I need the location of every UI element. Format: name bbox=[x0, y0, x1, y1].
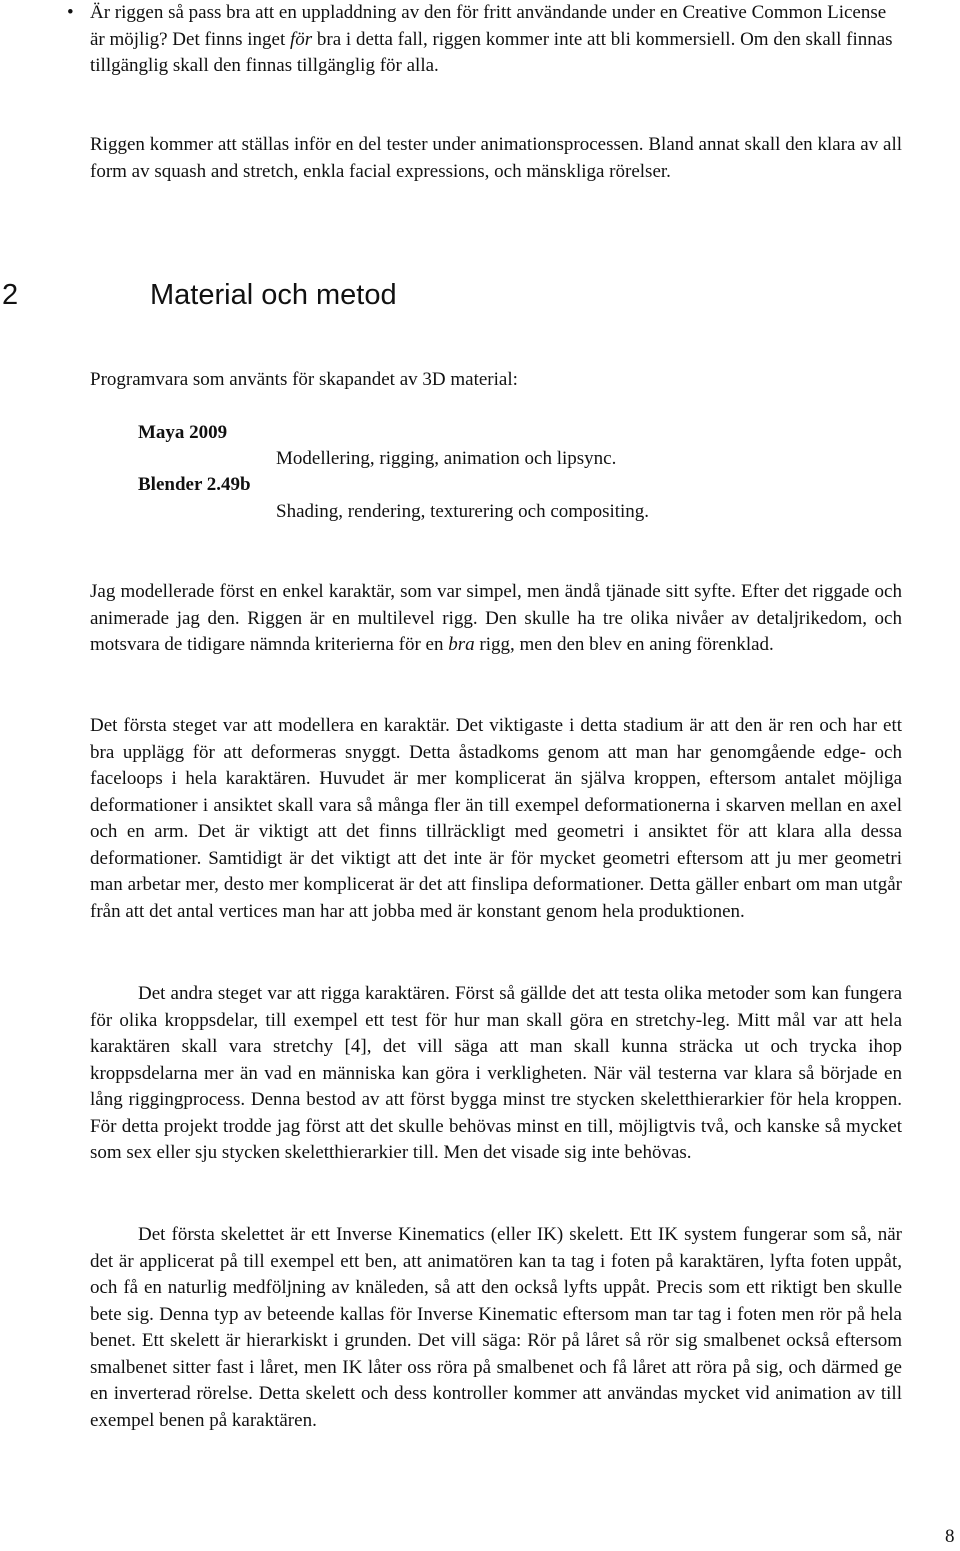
modelling-text-before: Jag modellerade först en enkel karaktär, som var simpel, men ändå tjänade sitt syfte. Efter det riggade och animerade jag den. Riggen är en multilevel rigg. Den skulle ha tre olika nivåer av detaljrikedom, och motsvara de tidigare nämnda kriterierna för en bbox=[90, 581, 902, 655]
software-intro: Programvara som använts för skapandet av 3D material: bbox=[90, 369, 518, 390]
software-name: Blender 2.49b bbox=[138, 474, 251, 495]
modelling-emphasis: bra bbox=[448, 634, 475, 655]
intro-paragraph: Riggen kommer att ställas inför en del tester under animationsprocessen. Bland annat skall den klara av all form av squash and stretch, enkla facial expressions, och mänskliga rörelser. bbox=[90, 134, 902, 182]
bullet-emphasis: för bbox=[289, 28, 313, 50]
software-description: Modellering, rigging, animation och lipsync. bbox=[276, 448, 617, 469]
body-paragraph-ik-skeleton: Det första skelettet är ett Inverse Kinematics (eller IK) skelett. Ett IK system fungerar som så, när det är applicerat på till exempel ett ben, att animatören kan ta tag i foten på karaktären, lyfta foten uppåt, och få en naturlig medföljning av knäleden, så att den också lyfts uppåt. Precis som ett riktigt ben skulle bete sig. Denna typ av beteende kallas för Inverse Kinematic eftersom man tar tag i foten men rör på hela benet. Ett skelett är hierarkiskt i grunden. Det vill säga: Rör på låret så rör sig smalbenet också eftersom smalbenet sitter fast i låret, men IK låter oss röra på smalbenet och få låret att röra på sig, och därmed ge en inverterad rörelse. Detta skelett och dess kontroller kommer att användas mycket vid animation av till exempel benen på karaktären. bbox=[90, 1224, 902, 1431]
bullet-text-before: Är riggen så pass bra att en uppladdning av den för fritt användande under en Creative Common License är möjlig? Det finns inget bbox=[90, 2, 887, 50]
bullet-item bbox=[67, 0, 902, 80]
bullet-text-after: bra i detta fall, riggen kommer inte att bli kommersiell. Om den skall finnas tillgänglig skall den finnas tillgänglig för alla. bbox=[90, 28, 893, 76]
section-number: 2 bbox=[2, 279, 19, 311]
section-title: Material och metod bbox=[150, 279, 397, 311]
software-name: Maya 2009 bbox=[138, 422, 228, 443]
software-description: Shading, rendering, texturering och compositing. bbox=[276, 501, 650, 522]
bullet-dot-icon: • bbox=[67, 2, 74, 23]
body-paragraph-modelling-step: Det första steget var att modellera en karaktär. Det viktigaste i detta stadium är att den är ren och har ett bra upplägg för att deformeras snyggt. Detta åstadkoms genom att man har genomgående edge- och faceloops i hela karaktären. Huvudet är mer komplicerat än själva kroppen, eftersom antalet möjliga deformationer i ansiktet skall vara så många fler än till exempel deformationerna i skarven mellan en axel och en arm. Det är viktigt att det finns tillräckligt med geometri i ansiktet för att klara alla dessa deformationer. Samtidigt är det viktigt att det inte är för mycket geometri eftersom att ju mer geometri man arbetar mer, desto mer komplicerat är det att finslipa deformationer. Detta gäller enbart om man utgår från att det antal vertices man har att jobba med är konstant genom hela produktionen. bbox=[90, 715, 902, 922]
criteria-bullet-list bbox=[67, 0, 902, 80]
modelling-paragraph bbox=[90, 579, 902, 659]
modelling-text-after: rigg, men den blev en aning förenklad. bbox=[474, 634, 774, 655]
page-number: 8 bbox=[945, 1526, 955, 1547]
body-paragraph-rigging-step: Det andra steget var att rigga karaktären. Först så gällde det att testa olika metoder som kan fungera för olika kroppsdelar, till exempel ett test för hur man skall göra en stretchy-leg. Mitt mål var att hela karaktären skall vara stretchy [4], det vill säga att man skall kunna sträcka ut och trycka ihop kroppsdelarna mer än vad en människa kan göra i verkligheten. När väl testerna var klara så började en lång riggingprocess. Denna bestod av att först bygga minst tre stycken skeletthierarkier för hela kroppen. För detta projekt trodde jag först att det skulle behövas minst en till, möjligtvis två, och kanske så mycket som sex eller sju stycken skeletthierarkier till. Men det visade sig inte behövas. bbox=[90, 983, 902, 1163]
